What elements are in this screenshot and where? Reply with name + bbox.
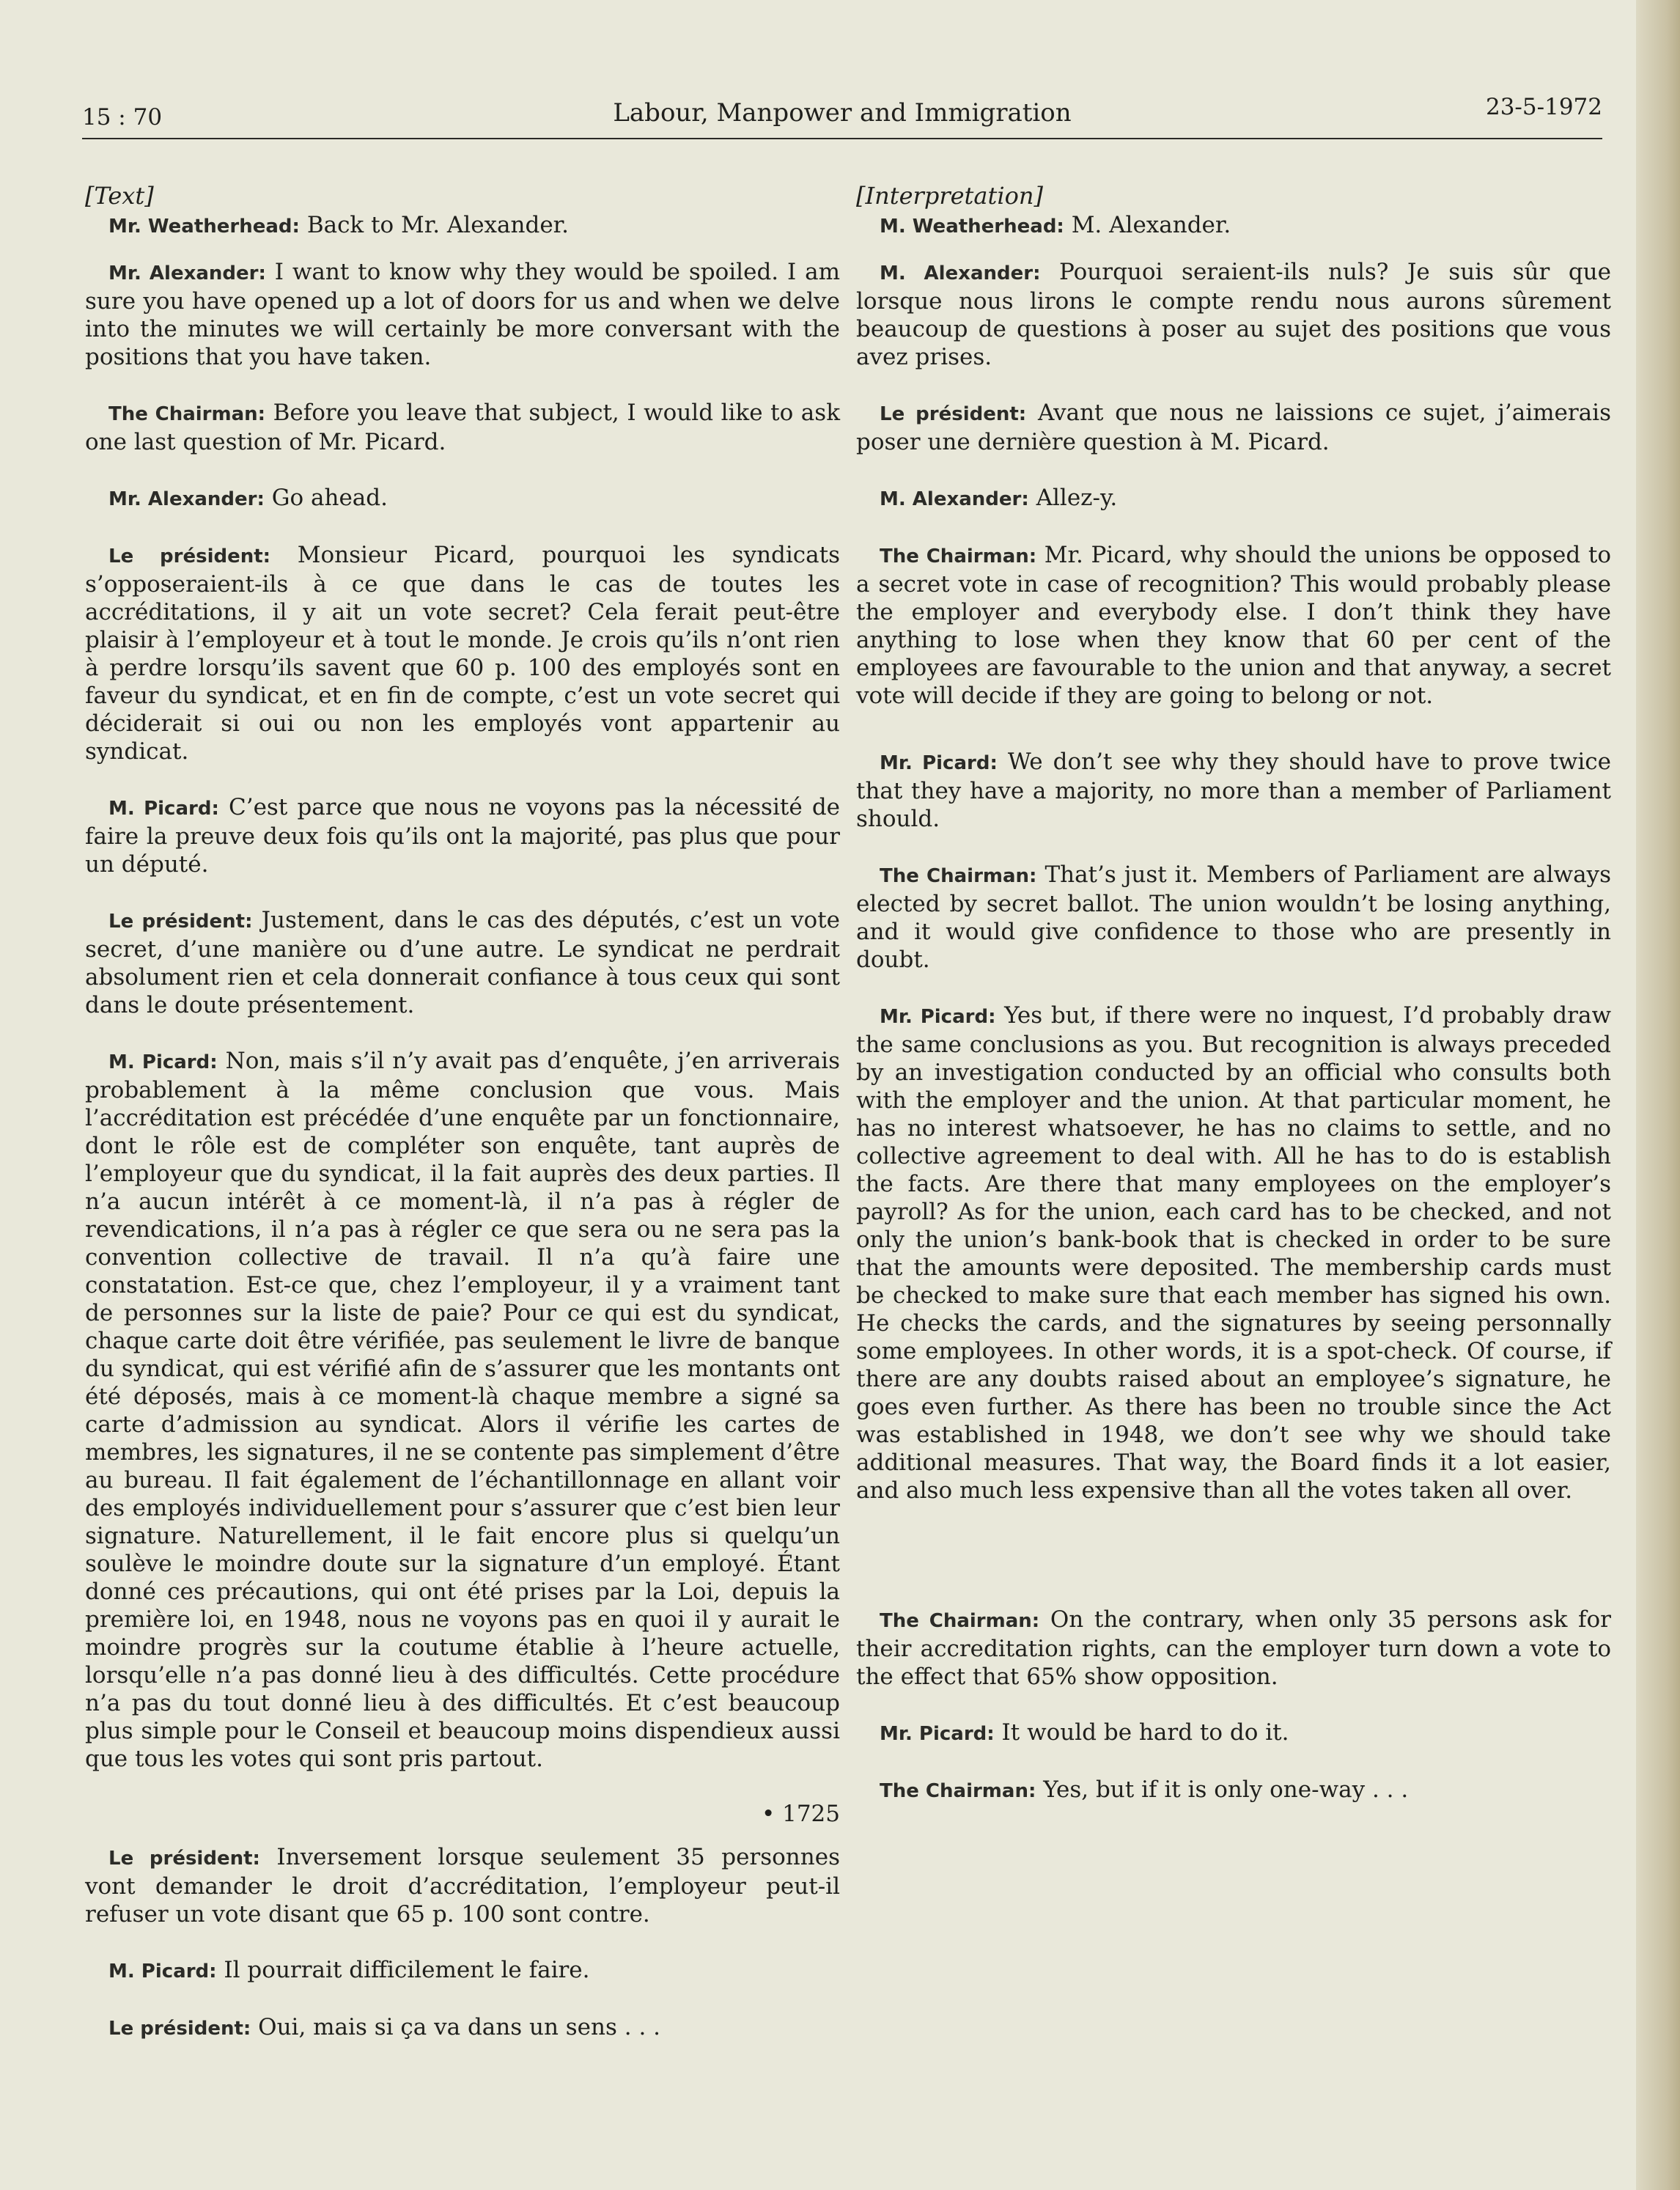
speaker-name: Mr. Picard: [880,1006,996,1028]
page-edge-shadow [1636,0,1680,2190]
speech-text: Monsieur Picard, pourquoi les syndicats s’opposeraient-ils à ce que dans le cas de toutes les accréditations, il y ait un vote secret? Cela ferait peut-être plaisir à l’employeur et à tout le monde. Je crois qu’ils n’ont rien à perdre lorsqu’ils savent que 60 p. 100 des employés sont en faveur du syndicat, et en fin de compte, c’est un vote secret qui déciderait si oui ou non les employés vont appartenir au syndicat. [85,542,841,765]
speech-text: I want to know why they would be spoiled. I am sure you have opened up a lot of doors for us and when we delve into the minutes we will certainly be more conversant with the positions that you have taken. [85,259,840,370]
transcript-paragraph [856,541,1611,710]
column-gap [856,1532,1611,1606]
column-gap [856,738,1611,748]
transcript-paragraph [85,211,840,240]
speaker-name: M. Alexander: [880,262,1041,284]
transcript-paragraph [85,484,840,513]
speaker-name: Mr. Weatherhead: [108,216,300,238]
transcript-paragraph [856,1719,1611,1748]
right-column [856,182,1611,1833]
section-label-interpretation: [Interpretation] [856,182,1043,210]
speech-text: Before you leave that subject, I would like to ask one last question of Mr. Picard. [85,400,840,455]
section-label-text: [Text] [85,182,154,210]
header-date: 23-5-1972 [1485,94,1602,120]
speech-text: Non, mais s’il n’y avait pas d’enquête, j’en arriverais probablement à la même conclusion que vous. Mais l’accréditation est précédée d’une enquête par un fonctionnaire, dont le rôle est de compléter son enquête, tant auprès de l’employeur que du syndicat, il la fait auprès des deux parties. Il n’a aucun intérêt à ce moment-là, il n’a pas à régler de revendications, il n’a pas à régler ce que sera ou ne sera pas la convention collective de travail. Il n’a qu’à faire une constatation. Est-ce que, chez l’employeur, il y a vraiment tant de personnes sur la liste de paie? Pour ce qui est du syndicat, chaque carte doit être vérifiée, pas seulement le livre de banque du syndicat, qui est vérifié afin de s’assurer que les montants ont été déposés, mais à ce moment-là chaque membre a signé sa carte d’admission au syndicat. Alors il vérifie les cartes de membres, les signatures, il ne se contente pas simplement d’être au bureau. Il fait également de l’échantillonnage en allant voir des employés individuellement pour s’assurer que c’est bien leur signature. Naturellement, il le fait encore plus si quelqu’un soulève le moindre doute sur la signature d’un employé. Étant donné ces précautions, qui ont été prises par la Loi, depuis la première loi, en 1948, nous ne voyons pas en quoi il y aurait le moindre progrès sur la coutume établie à l’heure actuelle, lorsqu’elle n’a pas donné lieu à des difficultés. Cette procédure n’a pas du tout donné lieu à des difficultés. Et c’est beaucoup plus simple pour le Conseil et beaucoup moins dispendieux aussi que tous les votes qui sont pris partout. [85,1048,840,1772]
speaker-name: M. Weatherhead: [880,216,1064,238]
speech-text: On the contrary, when only 35 persons ask for their accreditation rights, can the employer turn down a vote to the effect that 65% show opposition. [856,1606,1611,1690]
transcript-paragraph [856,1002,1611,1504]
speaker-name: The Chairman: [880,1780,1036,1802]
speech-text: Inversement lorsque seulement 35 personnes vont demander le droit d’accréditation, l’employeur peut-il refuser un vote disant que 65 p. 100 sont contre. [85,1844,840,1928]
transcript-paragraph [856,1606,1611,1691]
speaker-name: Mr. Alexander: [108,488,265,510]
speaker-name: The Chairman: [108,403,266,425]
speaker-name: M. Picard: [108,1051,218,1073]
transcript-paragraph [856,748,1611,833]
speaker-name: Le président: [880,403,1027,425]
publication-title: Labour, Manpower and Immigration [613,98,1072,128]
transcript-paragraph [856,484,1611,513]
speech-text: We don’t see why they should have to prove twice that they have a majority, no more than a member of Parliament should. [856,749,1611,832]
transcript-paragraph [85,793,840,878]
transcript-paragraph [856,211,1611,240]
speech-text: Yes but, if there were no inquest, I’d probably draw the same conclusions as you. But recognition is always preceded by an investigation conducted by an official who consults both with the employer and the union. At that particular moment, he has no interest whatsoever, he has no claims to settle, and no collective agreement to deal with. All he has to do is establish the facts. Are there that many employees on the employer’s payroll? As for the union, each card has to be checked, and not only the union’s bank-book that is checked in order to be sure that the amounts were deposited. The membership cards must be checked to make sure that each member has signed his own. He checks the cards, and the signatures by seeing personnally some employees. In other words, it is a spot-check. Of course, if there are any doubts raised about an employee’s signature, he goes even further. As there has been no trouble since the Act was established in 1948, we don’t see why we should take additional measures. That way, the Board finds it a lot easier, and also much less expensive than all the votes taken all over. [856,1002,1611,1504]
speech-text: Go ahead. [271,485,388,511]
speech-text: C’est parce que nous ne voyons pas la nécessité de faire la preuve deux fois qu’ils ont la majorité, pas plus que pour un député. [85,794,841,878]
speech-text: Yes, but if it is only one-way . . . [1043,1776,1409,1803]
speaker-name: M. Picard: [108,1961,217,1983]
speech-text: Avant que nous ne laissions ce sujet, j’aimerais poser une dernière question à M. Picard. [856,400,1611,455]
transcript-paragraph [856,258,1611,371]
running-header [82,87,1602,139]
speaker-name: Le président: [108,1848,260,1870]
speech-text: That’s just it. Members of Parliament are always elected by secret ballot. The union wouldn’t be losing anything, and it would give confidence to those who are presently in doubt. [856,861,1611,973]
speech-text: M. Alexander. [1071,212,1231,238]
speaker-name: Mr. Picard: [880,752,998,774]
speaker-name: Le président: [108,911,253,933]
speech-text: Back to Mr. Alexander. [306,212,569,238]
speech-text: Pourquoi seraient-ils nuls? Je suis sûr que lorsque nous lirons le compte rendu nous aurons sûrement beaucoup de questions à poser au sujet des positions que vous avez prises. [856,259,1611,370]
transcript-paragraph [85,258,840,371]
speaker-name: Le président: [108,545,271,567]
speaker-name: Le président: [108,2018,251,2040]
left-column [85,182,840,2070]
transcript-paragraph [85,906,840,1019]
speech-text: Allez-y. [1036,485,1118,511]
speaker-name: The Chairman: [880,865,1037,887]
transcript-paragraph [856,861,1611,974]
transcript-paragraph [85,541,840,765]
speech-text: Justement, dans le cas des députés, c’est un vote secret, d’une manière ou d’une autre. Le syndicat ne perdrait absolument rien et cela donnerait confiance à tous ceux qui sont dans le doute présentement. [85,907,841,1018]
speech-text: Mr. Picard, why should the unions be opposed to a secret vote in case of recognition? This would probably please the employer and everybody else. I don’t think they have anything to lose when they know that 60 per cent of the employees are favourable to the union and that anyway, a secret vote will decide if they are going to belong or not. [856,542,1611,709]
speaker-name: Mr. Alexander: [108,262,266,284]
speech-text: Oui, mais si ça va dans un sens . . . [258,2014,661,2040]
transcript-paragraph [85,2013,840,2043]
transcript-paragraph [85,1843,840,1928]
transcript-paragraph [856,399,1611,456]
speech-text: Il pourrait difficilement le faire. [224,1957,590,1983]
speaker-name: Mr. Picard: [880,1723,995,1745]
speaker-name: The Chairman: [880,1610,1040,1632]
speaker-name: M. Alexander: [880,488,1029,510]
time-marker: • 1725 [761,1801,840,1827]
transcript-paragraph [856,1776,1611,1805]
speaker-name: The Chairman: [880,545,1037,567]
page-number: 15 : 70 [82,104,163,131]
speaker-name: M. Picard: [108,798,219,820]
transcript-paragraph [85,399,840,456]
speech-text: It would be hard to do it. [1001,1719,1289,1746]
transcript-paragraph [85,1047,840,1773]
transcript-paragraph [85,1956,840,1985]
